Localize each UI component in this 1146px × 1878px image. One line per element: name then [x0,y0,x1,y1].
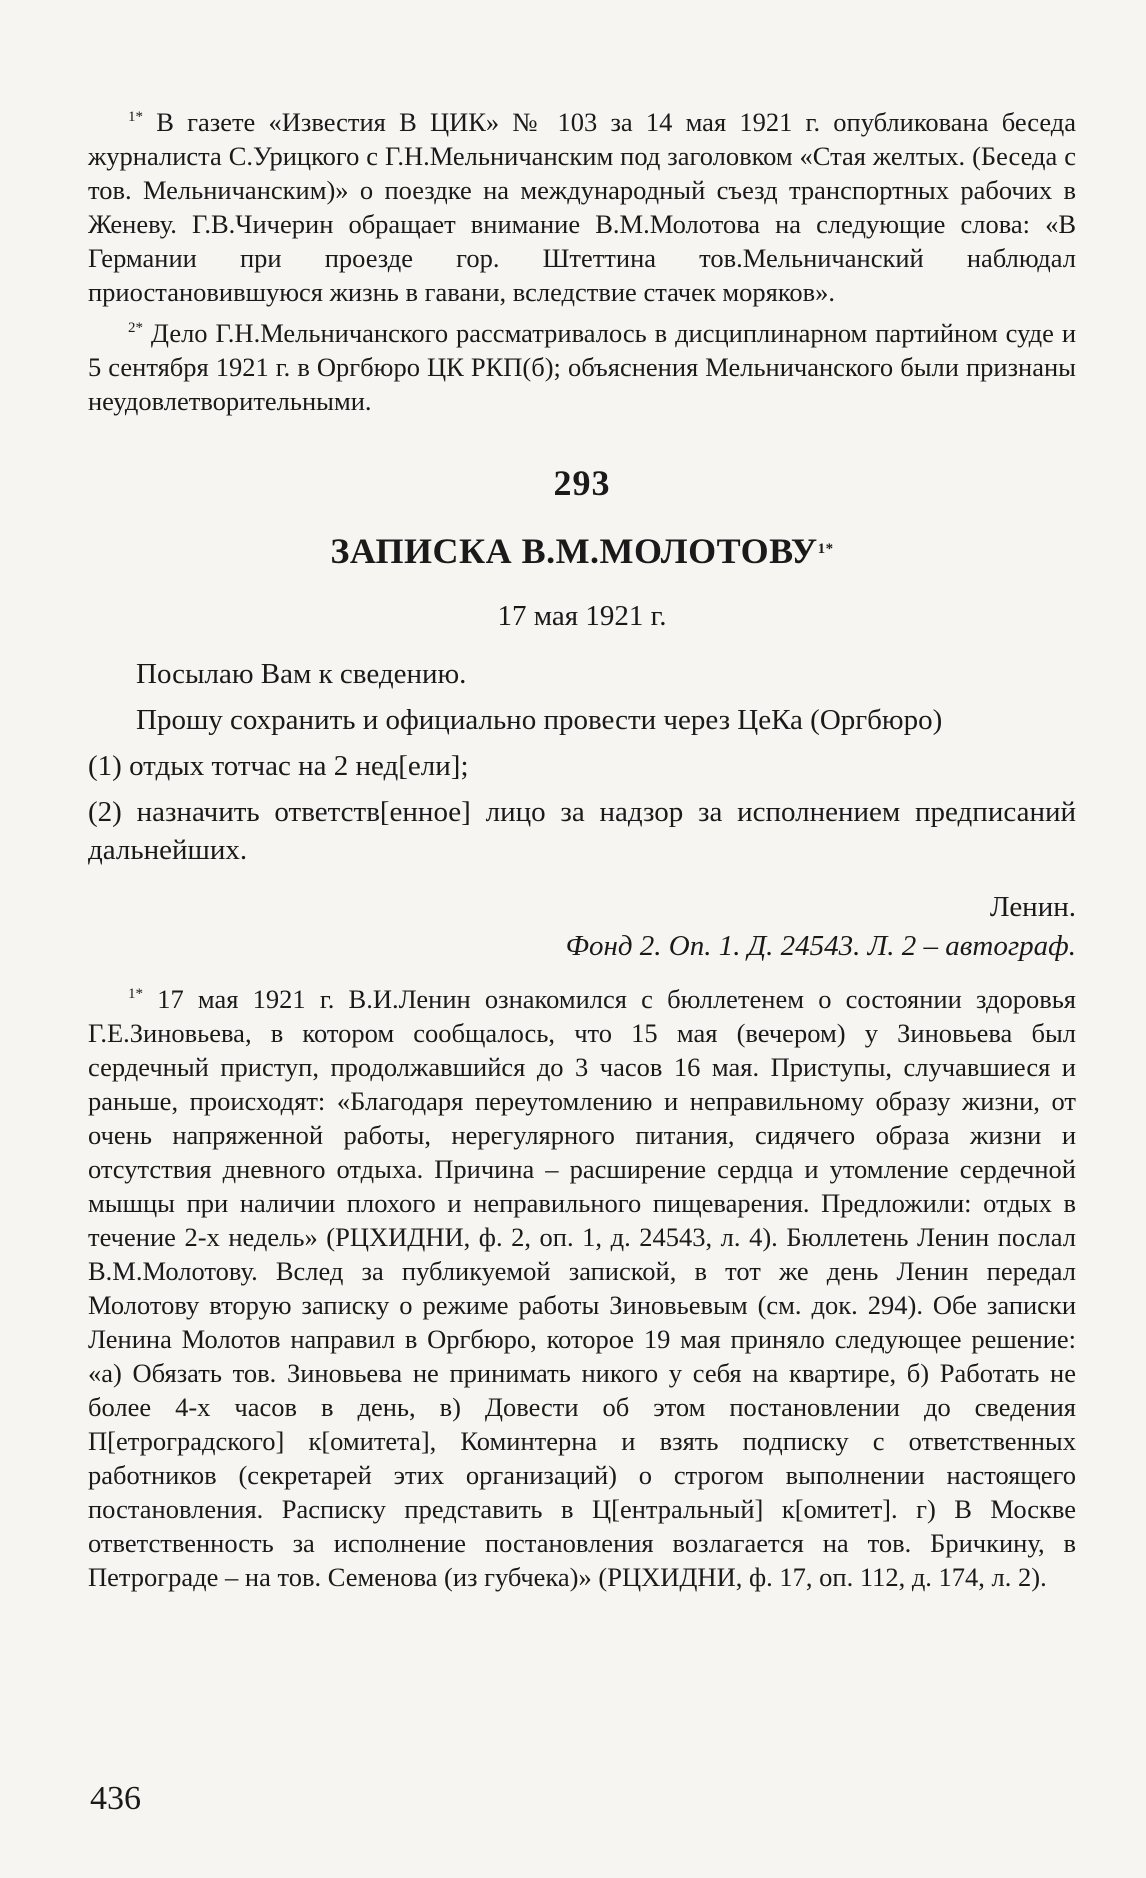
footnote-text: Дело Г.Н.Мельничанского рассматривалось в дисциплинарном партийном суде и 5 сентября 1921 г. в Оргбюро ЦК РКП(б); объяснения Мельничанского были признаны неудовлетворительными. [88,318,1076,416]
footnote-marker: 2* [128,320,143,336]
document-footnote [88,977,1076,1594]
footnote-2 [88,311,1076,418]
document-line-4: (2) назначить ответств[енное] лицо за надзор за исполнением предписаний дальнейших. [88,796,1076,866]
document-title-text: ЗАПИСКА В.М.МОЛОТОВУ [330,531,818,571]
document-date: 17 мая 1921 г. [497,600,667,632]
footnote-text: 17 мая 1921 г. В.И.Ленин ознакомился с бюллетенем о состоянии здоровья Г.Е.Зиновьева, в котором сообщалось, что 15 мая (вечером) у Зиновьева был сердечный приступ, продолжавшийся до 3 часов 16 мая. Приступы, случавшиеся и раньше, происходят: «Благодаря переутомлению и неправильному образу жизни, от очень напряженной работы, нерегулярного питания, сидячего образа жизни и отсутствия дневного отдыха. Причина – расширение сердца и утомление сердечной мышцы при наличии плохого и неправильного пищеварения. Предложили: отдых в течение 2-х недель» (РЦХИДНИ, ф. 2, оп. 1, д. 24543, л. 4). Бюллетень Ленин послал В.М.Молотову. Вслед за публикуемой запиской, в тот же день Ленин передал Молотову вторую записку о режиме работы Зиновьевым (см. док. 294). Обе записки Ленина Молотов направил в Оргбюро, которое 19 мая приняло следующее решение: «а) Обязать тов. Зиновьева не принимать никого у себя на квартире, б) Работать не более 4-х часов в день, в) Довести об этом постановлении до сведения П[етроградского] к[омитета], Коминтерна и взять подписку с ответственных работников (секретарей этих организаций) о строгом выполнении настоящего постановления. Расписку представить в Ц[ентральный] к[омитет]. г) В Москве ответственность за исполнение постановления возлагается на тов. Бричкину, в Петрограде – на тов. Семенова (из губчека)» (РЦХИДНИ, ф. 17, оп. 112, д. 174, л. 2). [88,984,1076,1592]
document-title-marker: 1* [817,541,834,557]
page-content [88,100,1076,1594]
signature: Ленин. [989,891,1076,923]
footnote-text: В газете «Известия В ЦИК» № 103 за 14 мая 1921 г. опубликована беседа журналиста С.Урицкого с Г.Н.Мельничанским под заголовком «Стая желтых. (Беседа с тов. Мельничанским)» о поездке на международный съезд транспортных рабочих в Женеву. Г.В.Чичерин обращает внимание В.М.Молотова на следующие слова: «В Германии при проезде гор. Штеттина тов.Мельничанский наблюдал приостановившуюся жизнь в гавани, вследствие стачек моряков». [88,107,1077,307]
archive-source: Фонд 2. Оп. 1. Д. 24543. Л. 2 – автограф. [565,930,1076,962]
document-title [88,530,1076,572]
document-line-2: Прошу сохранить и официально провести через ЦеКа (Оргбюро) [136,704,943,736]
document-line-1: Посылаю Вам к сведению. [136,658,467,690]
footnote-marker: 1* [128,986,143,1002]
footnote-1 [88,100,1076,309]
footnote-marker: 1* [128,109,143,125]
document-line-3: (1) отдых тотчас на 2 нед[ели]; [88,750,469,782]
document-number: 293 [553,463,611,503]
page-number: 436 [90,1780,141,1817]
